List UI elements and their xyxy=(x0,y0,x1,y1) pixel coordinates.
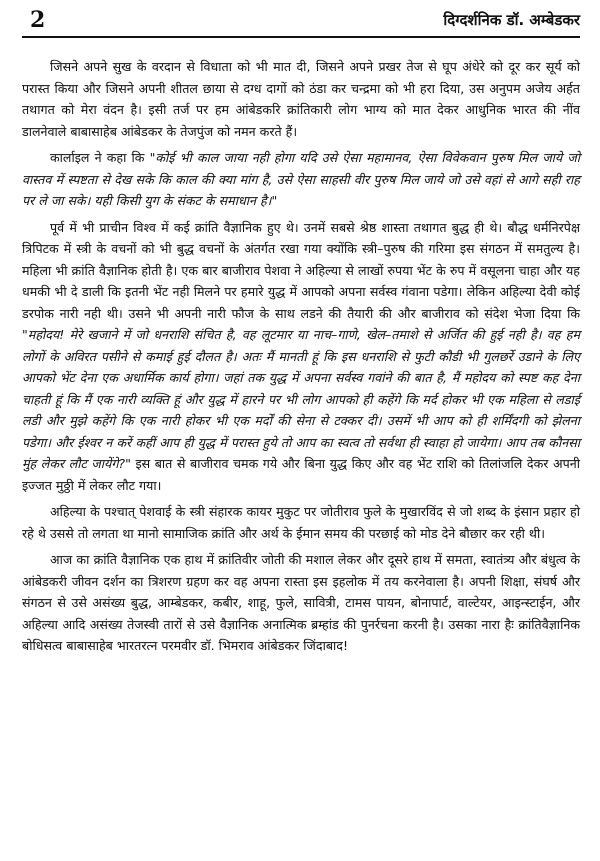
paragraph-tathagata xyxy=(22,56,580,142)
ahilya-quote: "महोदय! मेरे खजाने में जो धनराशि संचित है, वह लूटमार या नाच–गाणे, खेल–तमाशे से अर्जित की हुई नही है। वह हम लोगों के अविरत पसीने से कमाई हुई दौलत है। अतः मैं मानती हूं कि इस धनराशि से फुटी कौडी भी गुलछर्रे उडाने के लिए आपको भेंट देना एक अधार्मिक कार्य होगा। जहां तक युद्ध में अपना सर्वस्व गवांने की बात है, मैं महोदय को स्पष्ट कह देना चाहती हूं कि मैं एक नारी व्यक्ति हूं और युद्ध में हारने पर भी लोग आपको ही कहेंगे कि मर्द होकर भी एक महिला से लडाई लडी और मुझे कहेंगे कि एक नारी होकर भी एक मर्दों की सेना से टक्कर दी। उसमें भी आप को ही शर्मिंदगी को झेलना पडेगा। और ईश्वर न करें कहीं आप ही युद्ध में परास्त हुये तो आप का स्वत्व तो सर्वथा ही स्वाहा हो जायेगा। आप तब कौनसा मुंह लेकर लौट जायेंगे?" xyxy=(22,327,580,471)
carlyle-quote: "कोई भी काल जाया नही होगा यदि उसे ऐसा महामानव, ऐसा विवेकवान पुरुष मिल जाये जो वास्तव में स्पष्टता से देख सके कि काल की क्या मांग है, उसे ऐसा साहसी वीर पुरुष मिल जाये जो उसे वहां से आगे सही राह पर ले जा सके। यही किसी युग के संकट के समाधान है।" xyxy=(22,150,580,208)
paragraph-text: आज का क्रांति वैज्ञानिक एक हाथ में क्रांतिवीर जोती की मशाल लेकर और दूसरे हाथ में समता, स्वातंत्र्य और बंधुत्व के आंबेडकरी जीवन दर्शन का त्रिशरण ग्रहण कर वह अपना रास्ता इस इहलोक में तय करनेवाला है। अपनी शिक्षा, संघर्ष और संगठन से उसे असंख्य बुद्ध, आम्बेडकर, कबीर, शाहू, फुले, सावित्री, टामस पायन, बोनापार्ट, वाल्टेयर, आइन्स्टाईन, और अहिल्या आदि असंख्य तेजस्वी तारों से उसे वैज्ञानिक अनात्मिक ब्रम्हांड की पुनर्रचना करनी है। उसका नारा हैः क्रांतिवैज्ञानिक बोधिसत्व बाबासाहेब भारतरत्न परमवीर डॉ. भिमराव आंबेडकर जिंदाबाद! xyxy=(22,552,580,653)
paragraph-conclusion xyxy=(22,549,580,657)
paragraph-ahilya xyxy=(22,217,580,497)
paragraph-carlyle xyxy=(22,147,580,212)
paragraph-tail: इस बात से बाजीराव चमक गये और बिना युद्ध किए और वह भेंट राशि को तिलांजलि देकर अपनी इज्जत मुठ्ठी में लेकर लौट गया। xyxy=(22,456,580,493)
page-number: 2 xyxy=(30,7,46,33)
page-header xyxy=(22,0,580,36)
paragraph-text: जिसने अपने सुख के वरदान से विधाता को भी मात दी, जिसने अपने प्रखर तेज से घूप अंधेरे को दूर कर सूर्य को परास्त किया और जिसने अपनी शीतल छाया से दग्ध दागों को ठंडा कर चन्द्रमा को भी हरा दिया, उस अनुपम अजेय अर्हत तथागत को मेरा वंदन है। इसी तर्ज पर हम आंबेडकरि क्रांतिकारी लोग भाग्य को मात देकर आधुनिक भारत की नींव डालनेवाले बाबासाहेब आंबेडकर के तेजपुंज को नमन करते हैं। xyxy=(22,59,580,139)
page-body xyxy=(22,36,580,657)
paragraph-phule xyxy=(22,501,580,544)
header-rule xyxy=(22,36,580,38)
running-title: दिग्दर्शनिक डॉ. अम्बेडकर xyxy=(443,11,580,29)
paragraph-lead: कार्लाइल ने कहा कि xyxy=(50,150,150,165)
paragraph-lead: पूर्व में भी प्राचीन विश्व में कई क्रांति वैज्ञानिक हुए थे। उनमें सबसे श्रेष्ठ शास्ता तथागत बुद्ध ही थे। बौद्ध धर्मनिरपेक्ष त्रिपिटक में स्त्री के वचनों को भी बुद्ध वचनों के अंतर्गत रखा गया क्योंकि स्त्री–पुरुष की गरिमा इस संगठन में समतुल्य है। महिला भी क्रांति वैज्ञानिक होती है। एक बार बाजीराव पेशवा ने अहिल्या से लाखों रुपया भेंट के रुप में वसूलना चाहा और यह धमकी भी दे डाली कि इतनी भेंट नही मिलने पर हमारे युद्ध में आपको अपना सर्वस्व गंवाना पडेगा। लेकिन अहिल्या देवी कोई डरपोक नारी नही थी। उसने भी अपनी नारी फौज के साथ लडने की तैयारी की और बाजीराव को संदेश भेजा दिया कि xyxy=(22,219,580,321)
paragraph-text: अहिल्या के पश्चात् पेशवाई के स्त्री संहारक कायर मुकुट पर जोतीराव फुले के मुखारविंद से जो शब्द के इंसान प्रहार हो रहे थे उससे तो लगता था मानो सामाजिक क्रांति और अर्थ के ईमान समय की परछाई को मोड देने बौछार कर रही थी। xyxy=(22,504,580,541)
